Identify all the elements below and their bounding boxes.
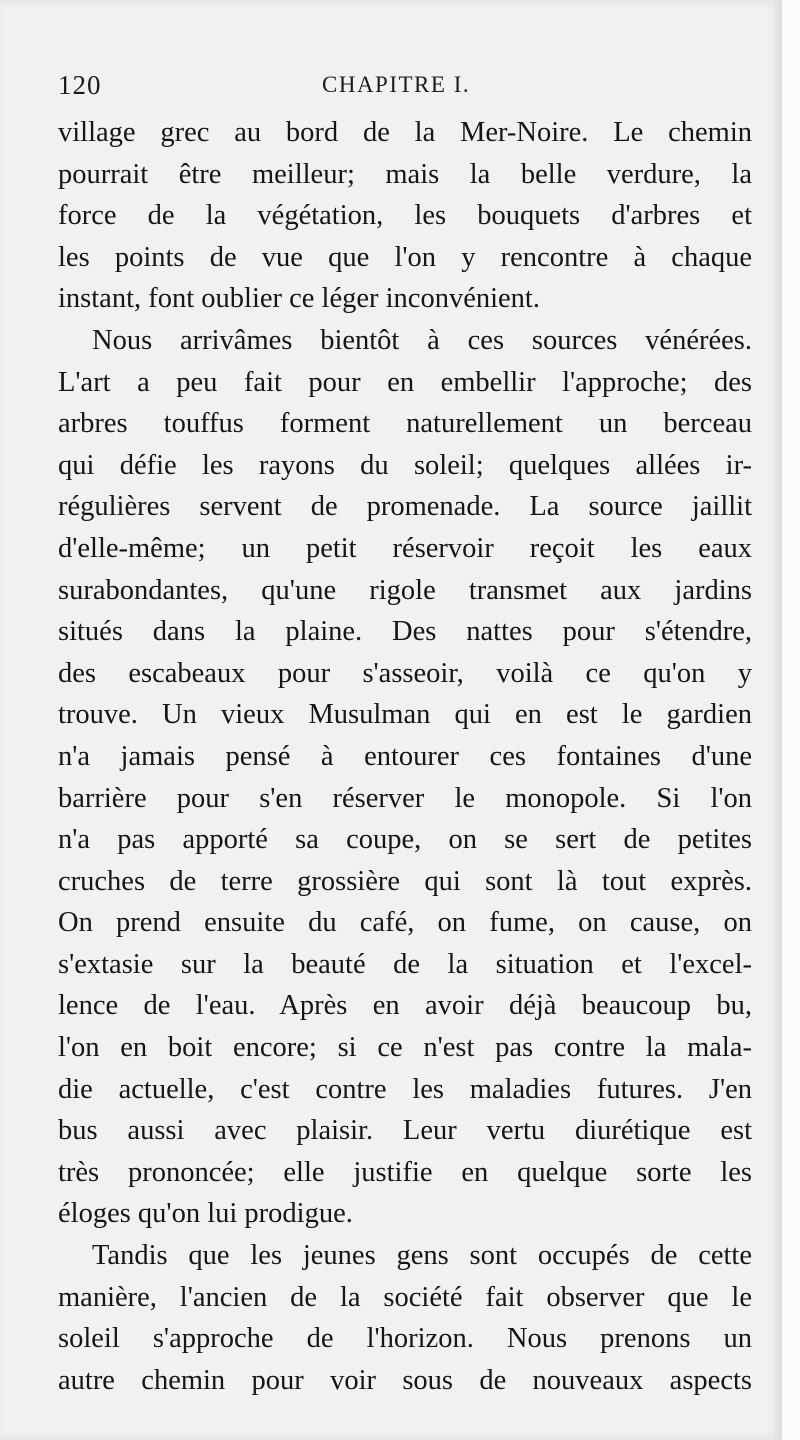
text-line: surabondantes, qu'une rigole transmet aux jardins xyxy=(58,574,752,606)
text-line: situés dans la plaine. Des nattes pour s'étendre, xyxy=(58,616,752,648)
text-line: n'a pas apporté sa coupe, on se sert de petites xyxy=(58,824,752,856)
text-line: s'extasie sur la beauté de la situation et l'excel- xyxy=(58,948,752,980)
page-number: 120 xyxy=(58,70,102,100)
text-line: éloges qu'on lui prodigue. xyxy=(58,1198,353,1230)
body-text xyxy=(58,112,752,1401)
text-line: L'art a peu fait pour en embellir l'approche; des xyxy=(58,366,752,398)
text-line: Tandis que les jeunes gens sont occupés de cette xyxy=(92,1240,752,1272)
text-line: d'elle-même; un petit réservoir reçoit les eaux xyxy=(58,532,752,564)
text-line: cruches de terre grossière qui sont là tout exprès. xyxy=(58,865,752,897)
text-line: autre chemin pour voir sous de nouveaux aspects xyxy=(58,1364,752,1396)
text-line: village grec au bord de la Mer-Noire. Le chemin xyxy=(58,117,752,148)
text-line: die actuelle, c'est contre les maladies futures. J'en xyxy=(58,1073,752,1105)
text-line: régulières servent de promenade. La source jaillit xyxy=(58,491,752,523)
text-line: pourrait être meilleur; mais la belle verdure, la xyxy=(58,158,752,190)
text-line: instant, font oublier ce léger inconvénient. xyxy=(58,283,540,315)
page-header xyxy=(58,70,748,106)
text-line: Nous arrivâmes bientôt à ces sources vénérées. xyxy=(92,324,752,356)
text-line: force de la végétation, les bouquets d'arbres et xyxy=(58,200,752,232)
text-line: bus aussi avec plaisir. Leur vertu diurétique est xyxy=(58,1115,752,1147)
text-line: qui défie les rayons du soleil; quelques allées ir- xyxy=(58,449,752,481)
text-line: les points de vue que l'on y rencontre à chaque xyxy=(58,241,752,273)
text-line: soleil s'approche de l'horizon. Nous prenons un xyxy=(58,1323,752,1355)
text-line: On prend ensuite du café, on fume, on cause, on xyxy=(58,907,752,939)
text-line: manière, l'ancien de la société fait observer que le xyxy=(58,1281,752,1313)
page-margin xyxy=(782,0,800,1440)
text-line: arbres touffus forment naturellement un berceau xyxy=(58,408,752,440)
text-line: n'a jamais pensé à entourer ces fontaines d'une xyxy=(58,740,752,772)
text-line: lence de l'eau. Après en avoir déjà beaucoup bu, xyxy=(58,990,752,1022)
text-line: barrière pour s'en réserver le monopole. Si l'on xyxy=(58,782,752,814)
text-line: très prononcée; elle justifie en quelque sorte les xyxy=(58,1156,752,1188)
running-head: CHAPITRE I. xyxy=(322,72,471,97)
text-line: des escabeaux pour s'asseoir, voilà ce qu'on y xyxy=(58,657,752,689)
text-line: trouve. Un vieux Musulman qui en est le gardien xyxy=(58,699,752,731)
text-line: l'on en boit encore; si ce n'est pas contre la mala- xyxy=(58,1032,752,1064)
